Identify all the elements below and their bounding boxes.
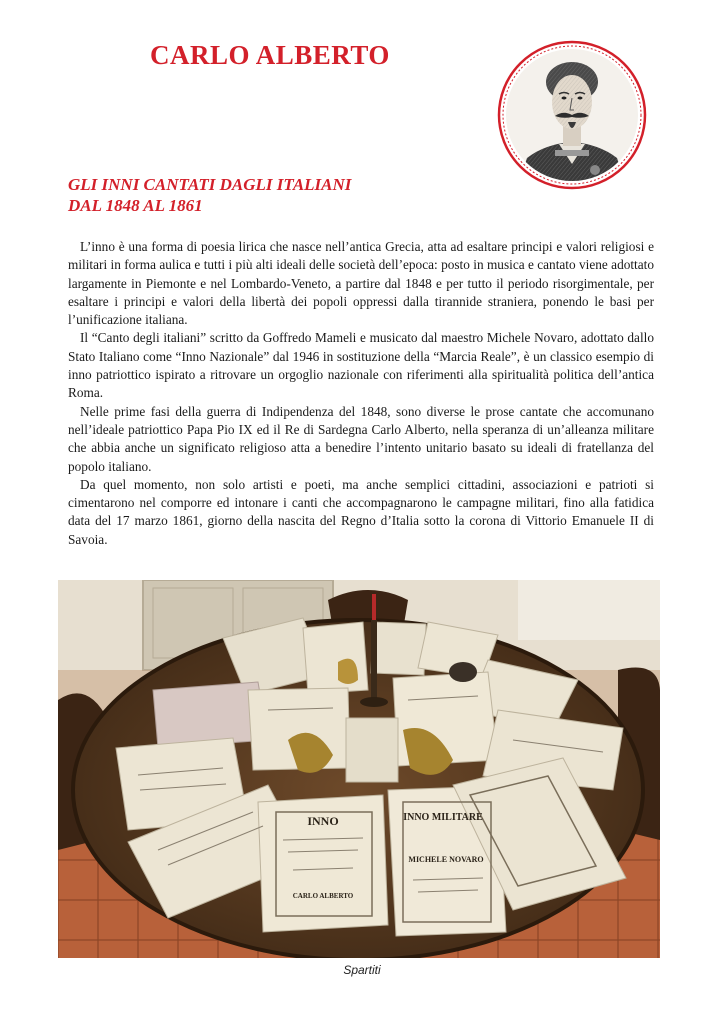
paragraph: Il “Canto degli italiani” scritto da Goffredo Mameli e musicato dal maestro Michele Novaro, adottato dallo Stato Italiano come “Inno Nazionale” dal 1946 in sostituzione della “Marcia Reale”, è un classico esempio di inno patriottico ispirato a ritrovare un orgoglio nazionale con riferimenti alla spiritualità politica dell’antica Roma. [68, 330, 654, 401]
subtitle-line: GLI INNI CANTATI DAGLI ITALIANI [68, 175, 352, 194]
paragraph: Nelle prime fasi della guerra di Indipendenza del 1848, sono diverse le prose cantate che accomunano nell’ideale patriottico Papa Pio IX ed il Re di Sardegna Carlo Alberto, nella speranza di un’alleanza militare che abbia anche un significato religioso atta a benedire l’intento unitario basato su ideali di fratellanza del popolo italiano. [68, 403, 654, 474]
article-body [68, 238, 654, 549]
sheet-music-photo [58, 580, 660, 958]
sheet-title: INNO [307, 814, 339, 828]
sheet-title: INNO MILITARE [403, 812, 483, 823]
paragraph: Da quel momento, non solo artisti e poeti, ma anche semplici cittadini, associazioni e patrioti si cimentarono nel comporre ed intonare i canti che accompagnarono le campagne militari, fino alla fatidica data del 17 marzo 1861, giorno della nascita del Regno d’Italia sotto la corona di Vittorio Emanuele II di Savoia. [68, 476, 654, 547]
photo-caption: Spartiti [343, 963, 381, 977]
subtitle-line: DAL 1848 AL 1861 [68, 196, 203, 215]
portrait-engraving [497, 40, 647, 190]
paragraph: L’inno è una forma di poesia lirica che nasce nell’antica Grecia, atta ad esaltare principi e valori religiosi e militari in forma aulica e tutti i più alti ideali delle società dell’epoca: posto in musica e cantato viene adottato largamente in Piemonte e nel Lombardo-Veneto, a partire dal 1848 e per tutto il periodo risorgimentale, per esaltare i principi e valori della libertà dei popoli oppressi dalla tirannide straniera, ponendo le basi per l’unificazione italiana. [68, 239, 654, 328]
section-subtitle [68, 174, 351, 216]
sheet-author: CARLO ALBERTO [292, 892, 354, 900]
photo-illustration [58, 580, 660, 958]
sheet-author: MICHELE NOVARO [408, 855, 484, 864]
portrait-medallion [497, 40, 647, 190]
page-title: CARLO ALBERTO [150, 40, 390, 70]
